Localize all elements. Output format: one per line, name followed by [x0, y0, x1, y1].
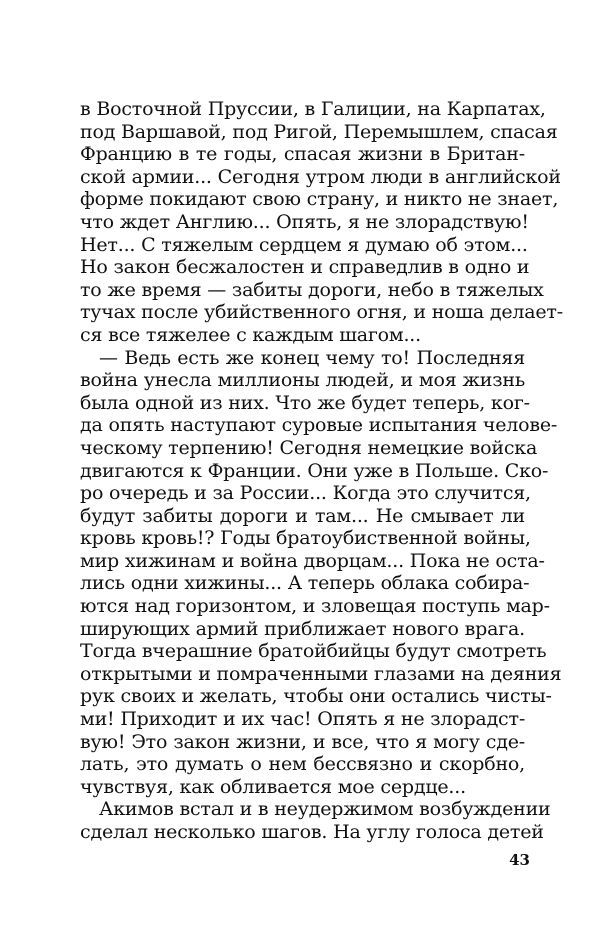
text-line: двигаются к Франции. Они уже в Польше. Ско-	[80, 459, 549, 482]
text-line: сделал несколько шагов. На углу голоса детей	[80, 821, 544, 843]
page-number: 43	[509, 851, 530, 869]
text-line: ширующих армий приближает нового врага.	[80, 617, 525, 640]
text-line: то же время — забиты дороги, небо в тяжелых	[80, 278, 544, 301]
text-line: в Восточной Пруссии, в Галиции, на Карпатах,	[80, 98, 546, 120]
text-line: Акимов встал и в неудержимом возбуждении	[99, 798, 551, 821]
text-line: — Ведь есть же конец чему то! Последняя	[99, 346, 525, 369]
text-line: лать, это думать о нем бессвязно и скорбно,	[80, 753, 525, 776]
page-text	[80, 98, 563, 844]
text-line: была одной из них. Что же будет теперь, ког-	[80, 391, 530, 414]
paragraph	[80, 798, 551, 843]
text-line: мир хижинам и война дворцам... Пока не оста-	[80, 549, 545, 572]
text-line: Но закон бесжалостен и справедлив в одно и	[80, 256, 530, 279]
text-line: рук своих и желать, чтобы они остались чисты-	[80, 685, 552, 708]
text-line: Нет... С тяжелым сердцем я думаю об этом...	[80, 233, 528, 256]
text-line: вую! Это закон жизни, и все, что я могу сде-	[80, 730, 525, 753]
text-line: будут забиты дороги и там... Не смывает ли	[80, 504, 525, 527]
text-line: что ждет Англию... Опять, я не злорадствую!	[80, 210, 529, 233]
text-line: ми! Приходит и их час! Опять я не злорадст-	[80, 708, 526, 731]
text-line: кровь кровь!? Годы братоубиственной войны,	[80, 527, 531, 550]
text-line: форме покидают свою страну, и никто не знает,	[80, 188, 559, 211]
paragraph	[80, 98, 563, 347]
text-line: ро очередь и за России... Когда это случится,	[80, 482, 531, 505]
text-line: лись одни хижины... А теперь облака собира-	[80, 572, 530, 595]
text-line: ются над горизонтом, и зловещая поступь мар-	[80, 595, 550, 618]
text-line: чувствуя, как обливается мое сердце...	[80, 775, 466, 798]
text-line: открытыми и помраченными глазами на деяния	[80, 662, 562, 685]
text-line: да опять наступают суровые испытания челове-	[80, 414, 558, 437]
text-line: война унесла миллионы людей, и моя жизнь	[80, 369, 525, 392]
text-line: ской армии... Сегодня утром люди в английской	[80, 165, 561, 188]
text-line: Францию в те годы, спасая жизни в Британ-	[80, 143, 525, 166]
text-line: под Варшавой, под Ригой, Перемышлем, спасая	[80, 120, 558, 143]
text-line: ся все тяжелее с каждым шагом...	[80, 323, 421, 346]
text-line: ческому терпению! Сегодня немецкие войска	[80, 436, 538, 459]
text-line: тучах после убийственного огня, и ноша делает-	[80, 301, 563, 324]
paragraph	[80, 346, 562, 799]
text-line: Тогда вчерашние братойбийцы будут смотреть	[80, 640, 547, 663]
